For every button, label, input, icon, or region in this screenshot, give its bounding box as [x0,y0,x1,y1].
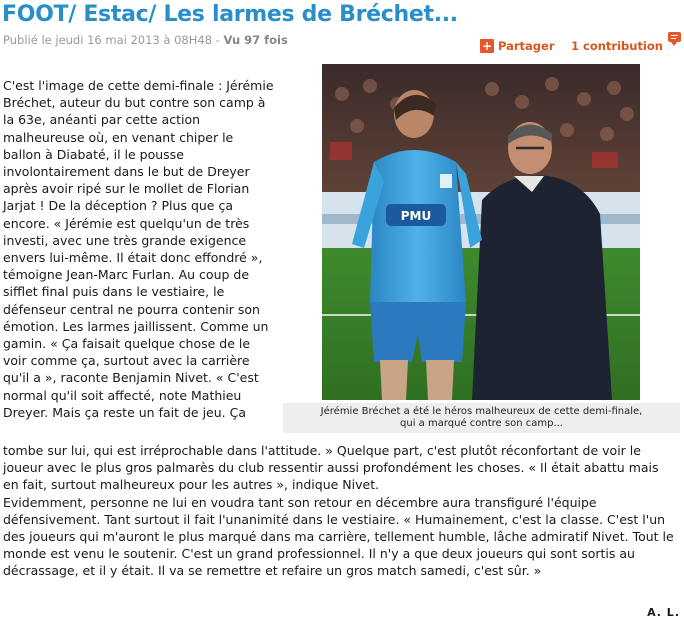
article-body-full [3,442,679,580]
body-line: tombe sur lui, qui est irréprochable dans l'attitude. » Quelque part, c'est plutôt réconfortant de voir le [3,443,641,458]
body-line: joueur avec le plus gros palmarès du club ressentir aussi profondément les choses. « Il était abattu mais [3,460,659,476]
body-line: témoigne Jean-Marc Furlan. Au coup de [3,267,250,283]
body-line: sifflet final puis dans le vestiaire, le [3,284,225,300]
view-count: Vu 97 fois [223,33,288,47]
speech-bubble-icon[interactable] [668,32,681,42]
body-line: gamin. « Ça faisait quelque chose de le [3,336,251,352]
body-line: décrassage, et il y était. Il va se remettre et refaire un gros match samedi, c'est sûr. » [3,563,542,579]
body-line: malheureuse où, en venant chiper le [3,129,234,145]
body-line: des joueurs qui m'auront le plus marqué dans ma carrière, tellement humble, lâche admiratif Nivet. Tout le [3,529,674,545]
caption-line: qui a marqué contre son camp... [400,418,563,429]
body-line: qu'il a », raconte Benjamin Nivet. « C'est [3,370,259,386]
body-line: défenseur central ne pourra contenir son [3,301,260,317]
publish-date: Publié le jeudi 16 mai 2013 à 08H48 - [3,33,224,47]
plus-square-icon: + [481,39,493,53]
article-body-column [3,77,275,421]
body-line: C'est l'image de cette demi-finale : Jérémie [3,78,274,93]
body-line: Jarjat ! De la déception ? Plus que ça [3,198,233,214]
share-label: Partager [498,39,555,53]
article-meta [3,33,288,47]
body-line: Dreyer. Mais ça reste un fait de jeu. Ça [3,404,246,420]
caption-line: Jérémie Bréchet a été le héros malheureux de cette demi-finale, [320,406,643,417]
body-line: défensivement. Tant surtout il fait l'unanimité dans le vestiaire. « Humainement, c'est la classe. C'est l'un [3,511,666,527]
body-line: après avoir ripé sur le mollet de Florian [3,181,250,197]
photo-caption [283,403,680,433]
share-button[interactable] [480,39,555,53]
author-signature: A. L. [647,606,680,619]
body-line: encore. « Jérémie est quelqu'un de très [3,215,250,231]
body-line: monde est venu le soutenir. C'est un grand professionnel. Il n'y a que deux joueurs qui sont sortis au [3,546,635,562]
body-line: voir comme ça, surtout avec la carrière [3,353,250,369]
body-line: Evidemment, personne ne lui en voudra tant son retour en décembre aura transfiguré l'équipe [3,494,597,510]
svg-text:PMU: PMU [400,209,432,223]
body-line: en fait, surtout malheureux pour les autres », indique Nivet. [3,477,380,493]
contributions-link[interactable]: 1 contribution [571,39,663,53]
body-line: investi, avec une très grande exigence [3,232,247,248]
body-line: Bréchet, auteur du but contre son camp à [3,95,266,111]
body-line: normal qu'il soit affecté, note Mathieu [3,387,242,403]
body-line: la 63e, anéanti par cette action [3,112,201,128]
article-photo [322,64,640,400]
body-line: émotion. Les larmes jaillissent. Comme un [3,318,269,334]
body-line: involontairement dans le but de Dreyer [3,164,250,180]
article-title: FOOT/ Estac/ Les larmes de Bréchet... [2,2,458,27]
body-line: envers lui-même. Il était donc effondré », [3,250,263,266]
body-line: ballon à Diabaté, il le pousse [3,146,184,162]
